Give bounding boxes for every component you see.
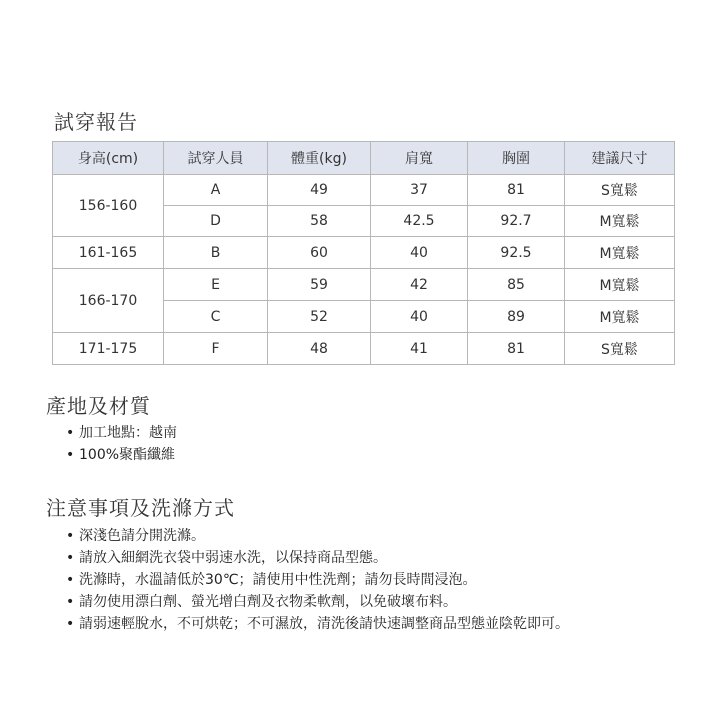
height-cell: 166-170 bbox=[53, 269, 164, 333]
header-height: 身高(cm) bbox=[53, 142, 164, 175]
list-item: • 洗滌時，水溫請低於30℃；請使用中性洗劑；請勿長時間浸泡。 bbox=[66, 569, 569, 591]
weight-cell: 60 bbox=[268, 237, 371, 269]
care-instructions-title: 注意事項及洗滌方式 bbox=[46, 496, 235, 520]
list-item: • 深淺色請分開洗滌。 bbox=[66, 525, 569, 547]
weight-cell: 48 bbox=[268, 333, 371, 365]
list-item: • 100%聚酯纖維 bbox=[66, 444, 177, 466]
weight-cell: 59 bbox=[268, 269, 371, 301]
shoulder-cell: 37 bbox=[371, 175, 468, 206]
chest-cell: 81 bbox=[468, 175, 565, 206]
height-cell: 171-175 bbox=[53, 333, 164, 365]
list-item: • 加工地點：越南 bbox=[66, 422, 177, 444]
size-cell: M寬鬆 bbox=[565, 269, 675, 301]
person-cell: E bbox=[164, 269, 268, 301]
height-cell: 161-165 bbox=[53, 237, 164, 269]
weight-cell: 52 bbox=[268, 301, 371, 333]
list-item: • 請勿使用漂白劑、螢光增白劑及衣物柔軟劑，以免破壞布料。 bbox=[66, 591, 569, 613]
chest-cell: 89 bbox=[468, 301, 565, 333]
header-person: 試穿人員 bbox=[164, 142, 268, 175]
shoulder-cell: 42.5 bbox=[371, 206, 468, 237]
table-row bbox=[53, 333, 675, 365]
person-cell: A bbox=[164, 175, 268, 206]
shoulder-cell: 41 bbox=[371, 333, 468, 365]
size-cell: M寬鬆 bbox=[565, 301, 675, 333]
size-cell: M寬鬆 bbox=[565, 206, 675, 237]
table-row bbox=[53, 175, 675, 206]
shoulder-cell: 42 bbox=[371, 269, 468, 301]
person-cell: B bbox=[164, 237, 268, 269]
person-cell: D bbox=[164, 206, 268, 237]
header-chest: 胸圍 bbox=[468, 142, 565, 175]
weight-cell: 49 bbox=[268, 175, 371, 206]
size-cell: S寬鬆 bbox=[565, 175, 675, 206]
chest-cell: 92.7 bbox=[468, 206, 565, 237]
chest-cell: 92.5 bbox=[468, 237, 565, 269]
table-row bbox=[53, 237, 675, 269]
origin-material-list bbox=[66, 422, 177, 466]
header-weight: 體重(kg) bbox=[268, 142, 371, 175]
size-cell: M寬鬆 bbox=[565, 237, 675, 269]
size-cell: S寬鬆 bbox=[565, 333, 675, 365]
chest-cell: 81 bbox=[468, 333, 565, 365]
table-header-row bbox=[53, 142, 675, 175]
chest-cell: 85 bbox=[468, 269, 565, 301]
list-item: • 請放入細網洗衣袋中弱速水洗，以保持商品型態。 bbox=[66, 547, 569, 569]
weight-cell: 58 bbox=[268, 206, 371, 237]
header-size: 建議尺寸 bbox=[565, 142, 675, 175]
fitting-report-table bbox=[52, 141, 675, 365]
table-row bbox=[53, 269, 675, 301]
person-cell: F bbox=[164, 333, 268, 365]
person-cell: C bbox=[164, 301, 268, 333]
shoulder-cell: 40 bbox=[371, 301, 468, 333]
shoulder-cell: 40 bbox=[371, 237, 468, 269]
care-instructions-list bbox=[66, 525, 569, 635]
header-shoulder: 肩寬 bbox=[371, 142, 468, 175]
origin-material-title: 產地及材質 bbox=[46, 394, 151, 418]
height-cell: 156-160 bbox=[53, 175, 164, 237]
list-item: • 請弱速輕脫水，不可烘乾；不可濕放，清洗後請快速調整商品型態並陰乾即可。 bbox=[66, 613, 569, 635]
fitting-report-title: 試穿報告 bbox=[54, 110, 138, 134]
